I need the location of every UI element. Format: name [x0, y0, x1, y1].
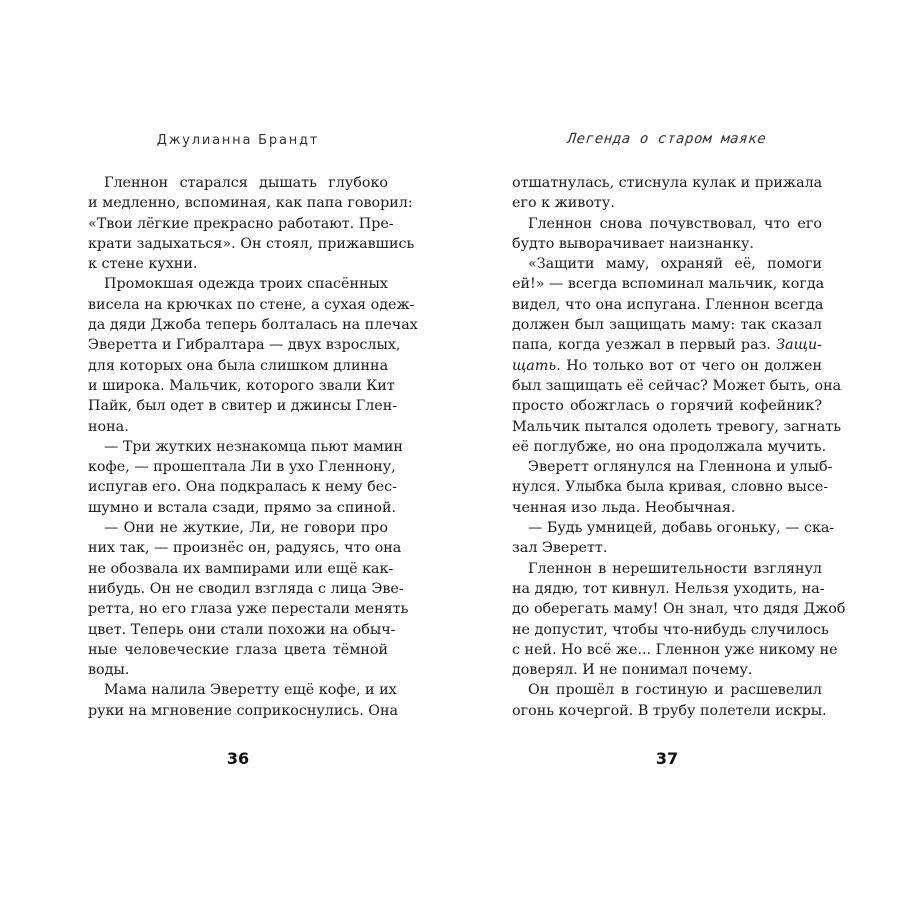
page-number: 37	[655, 749, 679, 768]
text-line: «Твои лёгкие прекрасно работают. Пре-	[88, 215, 394, 232]
text-line: да дяди Джоба теперь болталась на плечах	[88, 317, 418, 334]
text-line: ченная изо льда. Необычная.	[512, 499, 736, 516]
text-line: Промокшая одежда троих спасённых	[104, 276, 388, 293]
text-line: — Три жутких незнакомца пьют мамин	[104, 438, 403, 455]
body-text	[512, 173, 846, 721]
text-line: доверял. И не понимал почему.	[512, 662, 753, 679]
text-line: его к животу.	[512, 195, 615, 212]
text-line: висела на крючках по стене, а сухая одеж-	[88, 296, 415, 313]
text-line: ей!» — всегда вспоминал мальчик, когда	[512, 276, 825, 293]
text-line: цвет. Теперь они стали похожи на обыч-	[88, 621, 396, 638]
text-line: — Они не жуткие, Ли, не говори про	[104, 520, 388, 537]
text-line: не обозвала их вампирами или ещё как-	[88, 560, 394, 577]
text-line: папа, когда уезжал в первый раз. Защи-	[512, 337, 822, 354]
text-line: щать. Но только вот от чего он должен	[512, 357, 822, 374]
text-line: воды.	[88, 662, 130, 679]
text-line: её поглубже, но она продолжала мучить.	[512, 438, 827, 455]
text-line: зал Эверетт.	[512, 540, 608, 557]
text-line: Мальчик пытался одолеть тревогу, загнать	[512, 418, 842, 435]
text-line: и медленно, вспоминая, как папа говорил:	[88, 195, 413, 212]
text-line: ные человеческие глаза цвета тёмной	[88, 641, 388, 658]
text-line: Эверетт оглянулся на Гленнона и улыб-	[528, 459, 833, 476]
text-line: руки на мгновение соприкоснулись. Она	[88, 702, 399, 719]
text-line: нибудь. Он не сводил взгляда с лица Эве-	[88, 580, 404, 597]
text-line: нулся. Улыбка была кривая, словно высе-	[512, 479, 829, 496]
text-line: крати задыхаться». Он стоял, прижавшись	[88, 235, 415, 252]
text-line: Гленнон в нерешительности взглянул	[528, 560, 822, 577]
text-line: видел, что она испугана. Гленнон всегда	[512, 296, 824, 313]
text-line: должен был защищать маму: так сказал	[512, 317, 822, 334]
text-line: Гленнон старался дышать глубоко	[104, 175, 388, 191]
text-line: кофе, — прошептала Ли в ухо Гленнону,	[88, 459, 396, 476]
text-line: — Будь умницей, добавь огоньку, — ска-	[528, 520, 835, 537]
text-line: будто выворачивает наизнанку.	[512, 235, 754, 252]
running-header-author: Джулианна Брандт	[156, 133, 320, 148]
text-line: для которых она была слишком длинна	[88, 357, 389, 374]
text-line: испугав его. Она подкралась к нему бес-	[88, 479, 397, 496]
text-line: Он прошёл в гостиную и расшевелил	[528, 682, 822, 699]
body-text	[88, 173, 418, 721]
text-line: огонь кочергой. В трубу полетели искры.	[512, 702, 827, 719]
text-line: отшатнулась, стиснула кулак и прижала	[512, 175, 823, 191]
text-line: нона.	[88, 418, 129, 435]
text-line: Гленнон снова почувствовал, что его	[528, 215, 822, 232]
text-line: «Защити маму, охраняй её, помоги	[528, 256, 822, 273]
text-line: просто обожглась о горячий кофейник?	[512, 398, 822, 415]
text-line: Эверетта и Гибралтара — двух взрослых,	[88, 337, 401, 354]
text-line: был защищать её сейчас? Может быть, она	[512, 377, 842, 394]
text-line: Пайк, был одет в свитер и джинсы Глен-	[88, 398, 398, 415]
text-line: не допустит, чтобы что-нибудь случилось	[512, 621, 829, 638]
page-number: 36	[226, 749, 250, 768]
left-page	[88, 0, 418, 900]
text-line: ретта, но его глаза уже перестали менять	[88, 601, 409, 618]
text-line: с ней. Но всё же... Гленнон уже никому не	[512, 641, 838, 658]
text-line: них так, — произнёс он, радуясь, что она	[88, 540, 402, 557]
right-page	[512, 0, 846, 900]
running-header-title: Легенда о старом маяке	[566, 131, 768, 147]
text-line: Мама налила Эверетту ещё кофе, и их	[104, 682, 397, 699]
text-line: шумно и встала сзади, прямо за спиной.	[88, 499, 397, 516]
text-line: и широка. Мальчик, которого звали Кит	[88, 377, 395, 394]
text-line: к стене кухни.	[88, 256, 198, 273]
text-line: на дядю, тот кивнул. Нельзя уходить, на-	[512, 580, 825, 597]
text-line: до оберегать маму! Он знал, что дядя Джоб	[512, 601, 846, 618]
